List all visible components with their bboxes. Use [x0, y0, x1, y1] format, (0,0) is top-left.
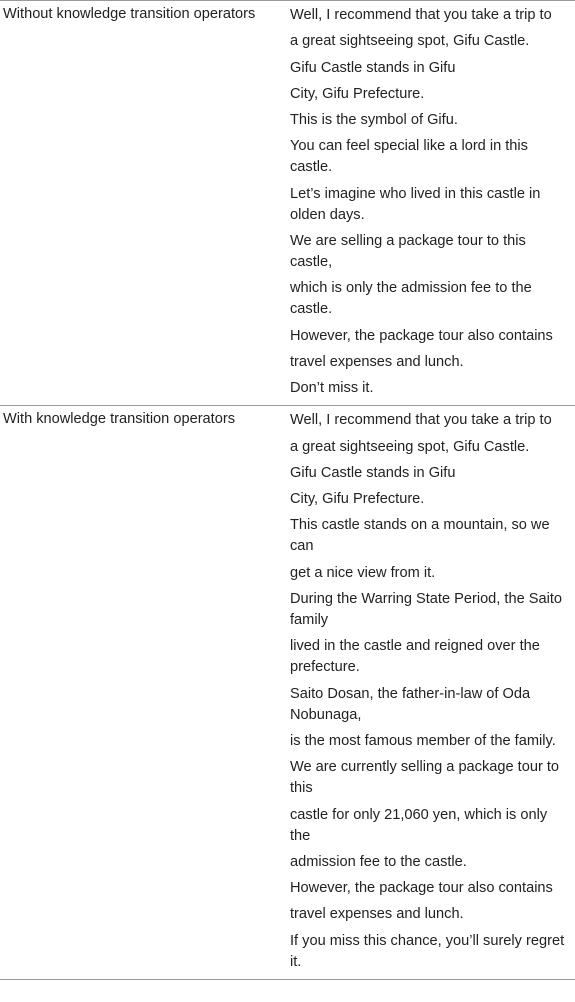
utterance-line: However, the package tour also contains: [290, 880, 553, 897]
utterance-line: During the Warring State Period, the Saito family: [290, 591, 563, 629]
utterance-line: City, Gifu Prefecture.: [290, 491, 425, 508]
utterance-line: We are currently selling a package tour to this: [290, 759, 560, 797]
utterance-line: Gifu Castle stands in Gifu: [290, 464, 456, 481]
utterance-line: This castle stands on a mountain, so we can: [290, 517, 550, 555]
table-row-without-operators: [0, 1, 575, 406]
utterance-line: get a nice view from it.: [290, 564, 436, 581]
utterance-line: a great sightseeing spot, Gifu Castle.: [290, 438, 530, 455]
condition-label: Without knowledge transition operators: [0, 1, 288, 406]
utterance-line: Let’s imagine who lived in this castle in olden days.: [290, 185, 541, 223]
utterance-line: castle for only 21,060 yen, which is only the: [290, 806, 548, 844]
utterance-line: travel expenses and lunch.: [290, 906, 464, 923]
utterance-line: admission fee to the castle.: [290, 853, 467, 870]
utterance-line: You can feel special like a lord in this castle.: [290, 138, 528, 176]
utterance-line: lived in the castle and reigned over the prefecture.: [290, 638, 540, 676]
table-row-with-operators: [0, 406, 575, 979]
utterance-line: If you miss this chance, you’ll surely regret it.: [290, 932, 565, 970]
utterance-line: Saito Dosan, the father-in-law of Oda Nobunaga,: [290, 685, 531, 723]
utterance-list: [288, 406, 575, 979]
utterance-list: [288, 1, 575, 406]
utterance-line: This is the symbol of Gifu.: [290, 112, 458, 129]
utterance-line: Well, I recommend that you take a trip to: [290, 7, 552, 23]
utterance-line: Don’t miss it.: [290, 380, 374, 397]
utterance-line: a great sightseeing spot, Gifu Castle.: [290, 33, 530, 50]
utterance-line: is the most famous member of the family.: [290, 732, 556, 749]
utterance-line: travel expenses and lunch.: [290, 353, 464, 370]
condition-label: With knowledge transition operators: [0, 406, 288, 979]
utterance-line: Gifu Castle stands in Gifu: [290, 59, 456, 76]
utterance-line: We are selling a package tour to this castle,: [290, 233, 526, 271]
utterance-line: Well, I recommend that you take a trip to: [290, 412, 552, 429]
utterance-line: City, Gifu Prefecture.: [290, 85, 425, 102]
utterance-line: which is only the admission fee to the castle.: [290, 280, 532, 318]
utterance-line: However, the package tour also contains: [290, 327, 553, 344]
